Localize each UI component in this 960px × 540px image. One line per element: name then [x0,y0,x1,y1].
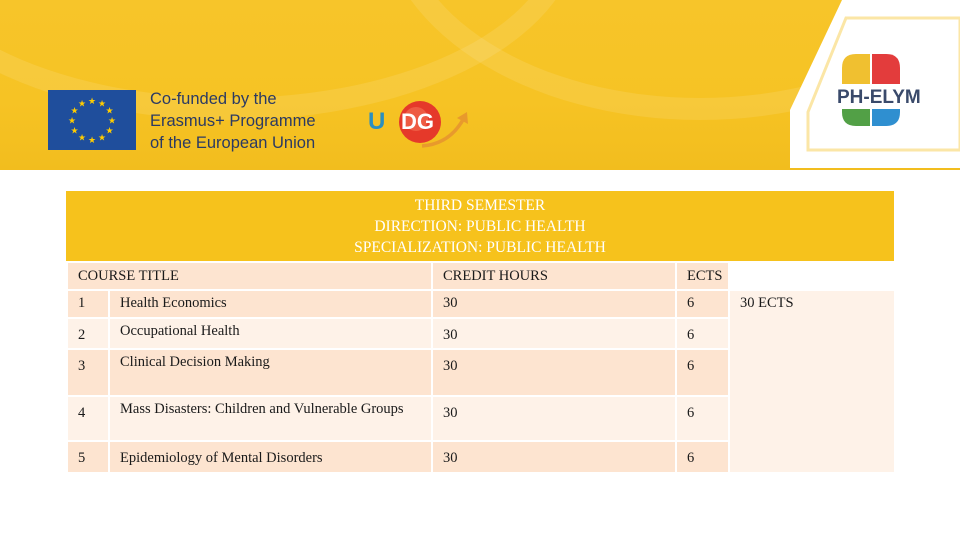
semester-specialization: SPECIALIZATION: PUBLIC HEALTH [354,238,606,256]
svg-text:★: ★ [67,116,77,127]
eu-flag-icon [48,90,136,150]
svg-text:★: ★ [105,126,114,137]
svg-text:★: ★ [97,99,107,110]
course-title: Mass Disasters: Children and Vulnerable Groups [109,396,432,441]
row-number: 2 [67,318,109,349]
semester-direction: DIRECTION: PUBLIC HEALTH [374,217,586,235]
udg-logo-dg: DG [401,109,434,134]
course-table [66,261,896,474]
svg-text:★: ★ [87,97,97,107]
row-number: 3 [67,349,109,396]
table-row [67,290,895,318]
eu-text-line: Erasmus+ Programme [150,112,316,130]
course-title: Epidemiology of Mental Disorders [109,441,432,473]
ects-value: 6 [676,441,729,473]
course-title: Clinical Decision Making [109,349,432,396]
ph-elym-logo-text: PH-ELYM [837,87,921,108]
total-ects: 30 ECTS [729,290,895,473]
semester-header [66,191,894,261]
course-title: Occupational Health [109,318,432,349]
svg-text:★: ★ [107,116,117,127]
svg-text:★: ★ [87,136,97,146]
svg-text:★: ★ [70,126,79,137]
svg-text:★: ★ [77,99,87,110]
ects-header: ECTS [676,262,729,290]
semester-table-container [66,191,894,474]
ects-value: 6 [676,290,729,318]
udg-logo [364,98,474,150]
ph-elym-logo [790,0,960,168]
ects-value: 6 [676,349,729,396]
row-number: 4 [67,396,109,441]
table-header-row [67,262,895,290]
svg-text:★: ★ [70,106,79,117]
header-banner [0,0,960,170]
ects-value: 6 [676,396,729,441]
course-title: Health Economics [109,290,432,318]
header-side-cell [729,262,895,290]
credit-hours: 30 [432,318,676,349]
ects-value: 6 [676,318,729,349]
credit-hours: 30 [432,349,676,396]
svg-text:★: ★ [97,133,107,144]
row-number: 1 [67,290,109,318]
credit-hours: 30 [432,290,676,318]
credit-hours: 30 [432,441,676,473]
udg-logo-u: U [368,108,386,135]
course-title-header: COURSE TITLE [67,262,432,290]
eu-text-line: of the European Union [150,134,316,152]
svg-text:★: ★ [105,106,114,117]
eu-text-line: Co-funded by the [150,90,277,108]
eu-cofunded-text [150,88,350,154]
row-number: 5 [67,441,109,473]
credit-hours-header: CREDIT HOURS [432,262,676,290]
semester-title: THIRD SEMESTER [414,196,546,214]
svg-text:★: ★ [77,133,87,144]
credit-hours: 30 [432,396,676,441]
